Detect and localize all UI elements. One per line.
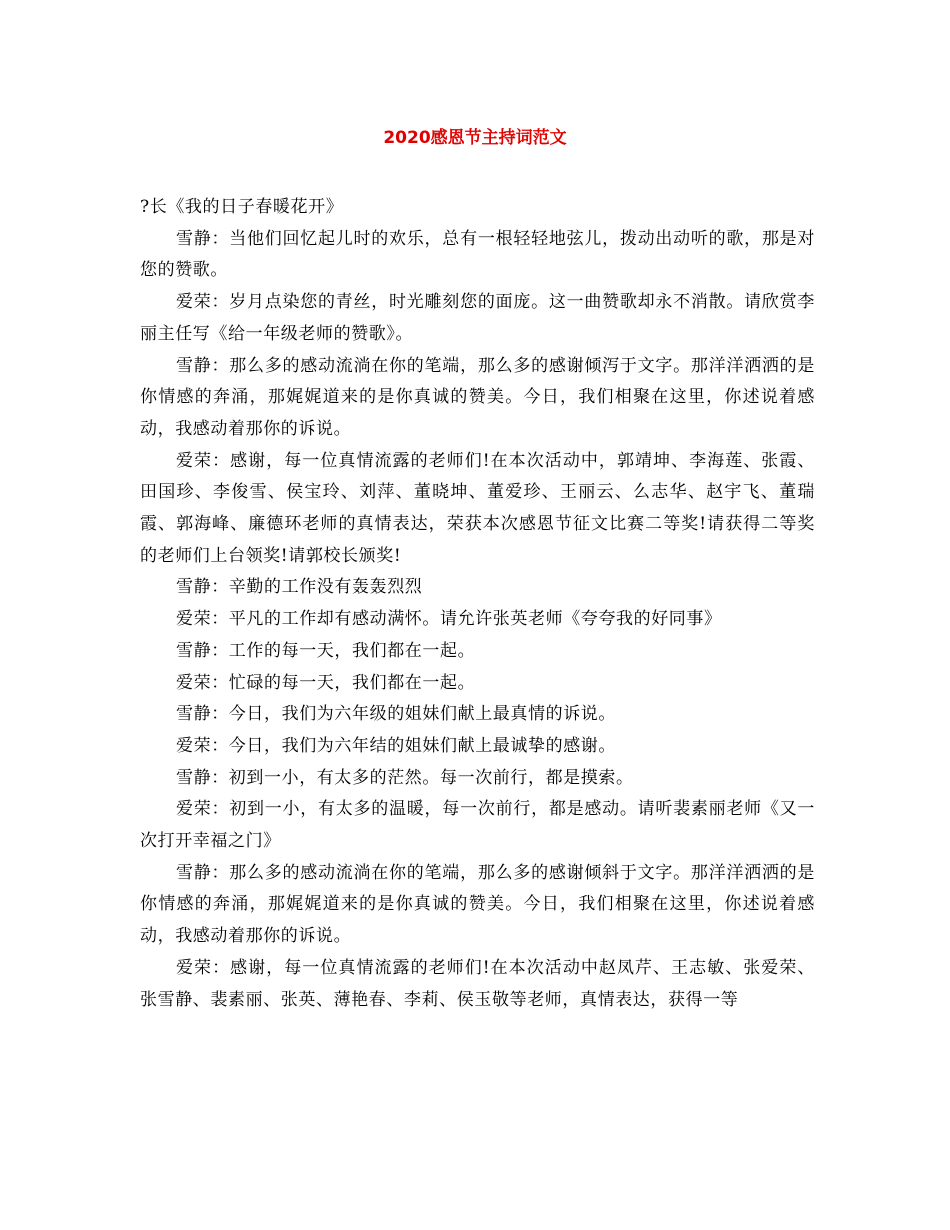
paragraph: 雪静：当他们回忆起儿时的欢乐，总有一根轻轻地弦儿，拨动出动听的歌，那是对您的赞歌。 (140, 228, 815, 281)
paragraph: ?长《我的日子春暖花开》 (140, 197, 344, 217)
paragraph: 雪静：那么多的感动流淌在你的笔端，那么多的感谢倾泻于文字。那洋洋洒洒的是你情感的奔涌，那娓娓道来的是你真诚的赞美。今日，我们相聚在这里，你述说着感动，我感动着那你的诉说。 (140, 355, 815, 439)
paragraph: 爱荣：感谢，每一位真情流露的老师们!在本次活动中，郭靖坤、李海莲、张霞、田国珍、李俊雪、侯宝玲、刘萍、董晓坤、董爱珍、王丽云、么志华、赵宇飞、董瑞霞、郭海峰、廉德环老师的真情表达，荣获本次感恩节征文比赛二等奖!请获得二等奖的老师们上台领奖!请郭校长颁奖! (140, 450, 815, 566)
paragraph: 爱荣：平凡的工作却有感动满怀。请允许张英老师《夸夸我的好同事》 (176, 609, 722, 630)
paragraph: 雪静：那么多的感动流淌在你的笔端，那么多的感谢倾斜于文字。那洋洋洒洒的是你情感的奔涌，那娓娓道来的是你真诚的赞美。今日，我们相聚在这里，你述说着感动，我感动着那你的诉说。 (140, 862, 815, 947)
paragraph: 爱荣：今日，我们为六年结的姐妹们献上最诚挚的感谢。 (176, 735, 616, 756)
paragraph: 雪静：今日，我们为六年级的姐妹们献上最真情的诉说。 (176, 704, 616, 725)
paragraph: 雪静：辛勤的工作没有轰轰烈烈 (176, 577, 423, 598)
paragraph: 爱荣：感谢，每一位真情流露的老师们!在本次活动中赵凤芹、王志敏、张爱荣、张雪静、裴素丽、张英、薄艳春、李莉、侯玉敬等老师，真情表达，获得一等 (140, 957, 815, 1010)
document-body (140, 192, 815, 1016)
paragraph: 爱荣：忙碌的每一天，我们都在一起。 (176, 672, 476, 693)
document-title: 2020感恩节主持词范文 (383, 128, 567, 148)
paragraph: 雪静：工作的每一天，我们都在一起。 (176, 640, 476, 661)
paragraph: 雪静：初到一小，有太多的茫然。每一次前行，都是摸索。 (176, 767, 634, 788)
paragraph: 爱荣：岁月点染您的青丝，时光雕刻您的面庞。这一曲赞歌却永不消散。请欣赏李丽主任写《给一年级老师的赞歌》。 (140, 292, 815, 344)
paragraph: 爱荣：初到一小，有太多的温暖，每一次前行，都是感动。请听裴素丽老师《又一次打开幸福之门》 (140, 799, 815, 852)
